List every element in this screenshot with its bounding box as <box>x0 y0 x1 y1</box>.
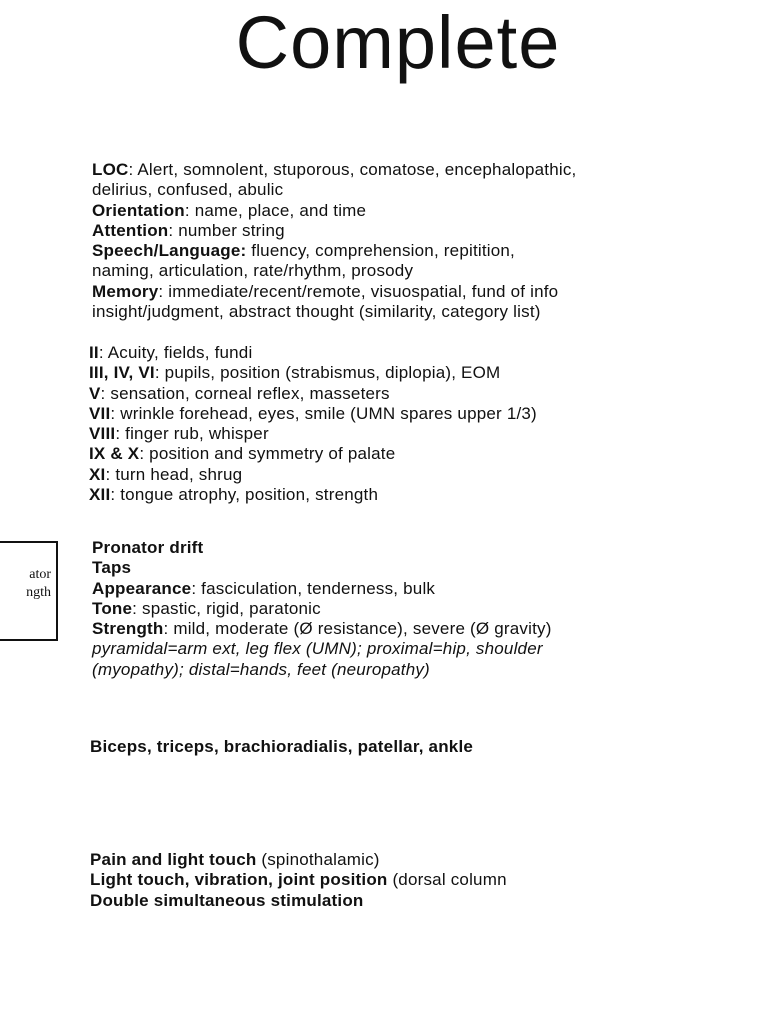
line-text: : number string <box>168 220 285 240</box>
line-text: : finger rub, whisper <box>115 424 269 444</box>
mental-status-line <box>92 221 576 241</box>
mental-status-section <box>92 160 576 322</box>
cranial-nerves-section <box>89 343 537 505</box>
reflexes-line <box>90 737 473 757</box>
motor-line <box>92 619 552 639</box>
line-label: Taps <box>92 558 132 578</box>
line-text: delirius, confused, abulic <box>92 180 284 200</box>
reflexes-section <box>90 737 473 757</box>
line-label: Attention <box>92 220 169 240</box>
mental-status-line <box>92 261 576 281</box>
line-text: insight/judgment, abstract thought (similarity, category list) <box>92 302 541 322</box>
line-label: IX & X <box>89 444 140 464</box>
line-label: Biceps, triceps, brachioradialis, patellar, ankle <box>90 737 474 756</box>
line-text: (myopathy); distal=hands, feet (neuropathy) <box>92 659 430 679</box>
mental-status-line <box>92 241 576 261</box>
line-text: : mild, moderate (Ø resistance), severe (Ø gravity) <box>163 619 552 639</box>
line-label: XI <box>89 464 106 484</box>
sensory-line <box>90 891 507 911</box>
line-label: Orientation <box>92 200 185 220</box>
line-text: : wrinkle forehead, eyes, smile (UMN spares upper 1/3) <box>110 403 537 423</box>
page-title: Complete <box>235 1 561 84</box>
motor-line <box>92 599 552 619</box>
line-label: XII <box>89 485 111 505</box>
mental-status-line <box>92 282 576 302</box>
cranial-nerves-line <box>89 444 537 464</box>
line-label: Light touch, vibration, joint position <box>90 870 388 890</box>
line-label: V <box>89 383 101 403</box>
cranial-nerves-line <box>89 363 537 383</box>
cranial-nerves-line <box>89 485 537 505</box>
line-label: Pain and light touch <box>90 850 257 869</box>
cranial-nerves-line <box>89 404 537 424</box>
line-text: : pupils, position (strabismus, diplopia), EOM <box>154 363 501 383</box>
line-label: Memory <box>92 281 159 301</box>
line-label: LOC <box>92 160 129 179</box>
sensory-section <box>90 850 507 911</box>
side-box-line-2: ngth <box>26 585 51 600</box>
cranial-nerves-line <box>89 384 537 404</box>
line-text: fluency, comprehension, repitition, <box>246 241 515 261</box>
mental-status-line <box>92 201 576 221</box>
line-text: : spastic, rigid, paratonic <box>132 598 321 618</box>
motor-section <box>92 538 552 680</box>
sensory-line <box>90 870 507 890</box>
line-text: : position and symmetry of palate <box>139 444 396 464</box>
cranial-nerves-line <box>89 424 537 444</box>
mental-status-line <box>92 160 576 180</box>
line-text: : name, place, and time <box>184 200 367 220</box>
line-label: Tone <box>92 598 133 618</box>
line-text: naming, articulation, rate/rhythm, prosody <box>92 261 414 281</box>
line-label: Pronator drift <box>92 538 204 557</box>
motor-line <box>92 639 552 659</box>
side-box-line-1: ator <box>29 567 51 582</box>
line-text: : Acuity, fields, fundi <box>98 343 253 362</box>
line-label: Double simultaneous stimulation <box>90 890 364 910</box>
sensory-line <box>90 850 507 870</box>
line-text: pyramidal=arm ext, leg flex (UMN); proximal=hip, shoulder <box>92 639 543 659</box>
motor-line <box>92 579 552 599</box>
line-label: Strength <box>92 619 164 639</box>
motor-line <box>92 660 552 680</box>
mental-status-line <box>92 302 576 322</box>
line-label: VIII <box>89 424 116 444</box>
cranial-nerves-line <box>89 465 537 485</box>
mental-status-line <box>92 180 576 200</box>
line-label: III, IV, VI <box>89 363 155 383</box>
line-text: (spinothalamic) <box>256 850 380 869</box>
line-text: : tongue atrophy, position, strength <box>110 485 379 505</box>
line-text: : fasciculation, tenderness, bulk <box>191 578 436 598</box>
cranial-nerves-line <box>89 343 537 363</box>
line-label: II <box>89 343 99 362</box>
line-label: Speech/Language: <box>92 241 247 261</box>
line-text: : Alert, somnolent, stuporous, comatose, encephalopathic, <box>128 160 577 179</box>
line-label: VII <box>89 403 111 423</box>
line-text: (dorsal column <box>387 870 507 890</box>
motor-line <box>92 538 552 558</box>
line-text: : immediate/recent/remote, visuospatial, fund of info <box>158 281 559 301</box>
cropped-side-box <box>0 541 58 641</box>
line-text: : sensation, corneal reflex, masseters <box>100 383 390 403</box>
motor-line <box>92 558 552 578</box>
line-label: Appearance <box>92 578 192 598</box>
line-text: : turn head, shrug <box>105 464 243 484</box>
